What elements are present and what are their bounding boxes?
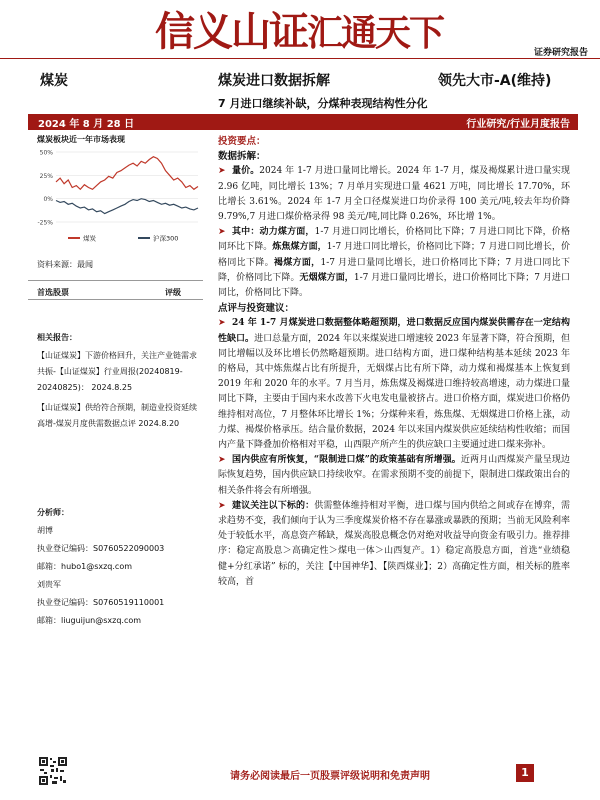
- y-tick-label: 25%: [39, 172, 53, 180]
- dept-label: 证券研究报告: [533, 48, 588, 58]
- page-number: 1: [516, 764, 534, 782]
- analyst-2-email[interactable]: 邮箱：liuguijun@sxzq.com: [37, 616, 142, 625]
- section-investment-points: 投资要点：: [218, 136, 266, 147]
- date-bar: [28, 114, 578, 130]
- banner-left: 信义山证: [155, 8, 307, 55]
- chart-title: 煤炭板块近一年市场表现: [37, 135, 125, 144]
- report-subtitle: 7 月进口继续补缺，分煤种表现结构性分化: [218, 97, 428, 110]
- stock-bottom-divider: [28, 299, 203, 300]
- disclaimer-notice: 请务必阅读最后一页股票评级说明和免责声明: [230, 771, 430, 782]
- related-report-1[interactable]: 【山证煤炭】下游价格回升，关注产业链需求共振-【山证煤炭】行业周报(20240819-20240825)： 2024.8.25: [37, 351, 197, 392]
- stock-header: 首选股票: [37, 288, 69, 297]
- analyst-2-name: 刘贵军: [37, 580, 61, 589]
- banner-right: 汇通天下: [307, 12, 444, 54]
- qr-code-icon: [38, 756, 68, 786]
- series-line-1: [56, 199, 198, 214]
- stock-rating-header: 评级: [165, 288, 181, 297]
- industry-label: 煤炭: [40, 73, 68, 89]
- paragraph-supply-recovery: ➤ 国内供应有所恢复，“限制进口煤”的政策基础有所增强。近两月山西煤炭产量呈现边际恢复趋势，国内供应缺口持续收窄。在需求预期不变的前提下，限制进口煤政策出台的相关条件将会有所增强。: [218, 453, 570, 499]
- related-report-2[interactable]: 【山证煤炭】供给符合预期，制造业投资延续高增-煤炭月度供需数据点评 2024.8.20: [37, 403, 197, 428]
- main-body: [218, 134, 570, 590]
- section-data: 数据拆解：: [218, 151, 266, 163]
- section-comment: 点评与投资建议：: [218, 303, 295, 315]
- rating-label: 领先大市-A(维持): [438, 73, 552, 89]
- report-date: 2024 年 8 月 28 日: [38, 119, 135, 130]
- related-title: 相关报告：: [37, 333, 77, 342]
- header-divider: [0, 58, 600, 59]
- legend-label: 沪深300: [153, 234, 179, 243]
- y-tick-label: 50%: [39, 149, 53, 157]
- analyst-1-name: 胡博: [37, 526, 53, 535]
- paragraph-volume-price: ➤ 量价。2024 年 1-7 月进口量同比增长。2024 年 1-7 月，煤及褐煤累计进口量实现 2.96 亿吨，同比增长 13%；7 月单月实现进口量 4621 万吨，同比增长 17.70%，环比增长 3.61%。2024 年 1-7 月全口径煤炭进口均价录得 100 美元/吨,较去年均价降 9.79%,7 月进口煤价格录得 98 美元/吨,同比降 0.26%，环比增 1%。: [218, 164, 570, 225]
- analyst-2-cert: 执业登记编码：S0760519110001: [37, 598, 165, 607]
- stock-top-divider: [28, 280, 203, 281]
- banner-slogan: [155, 0, 443, 57]
- related-reports: [37, 330, 202, 432]
- analysts: [37, 505, 202, 629]
- series-line-0: [56, 157, 198, 190]
- paragraph-recommendation: ➤ 建议关注以下标的：供需整体维持相对平衡，进口煤与国内供给之间或存在博弈，需求趋势不变，我们倾向于认为三季度煤炭价格不存在暴涨或暴跌的预期；当前无风险利率处于较低水平，高息资产稀缺，煤炭高股息概念仍对绝对收益导向资金有吸引力。推荐排序：稳定高股息＞高确定性＞煤电一体＞山西复产。1）稳定高股息方面，首选“业绩稳健+分红承诺” 标的，关注【中国神华】、【陕西煤业】；2）高确定性方面，相关标的胜率较高，首: [218, 499, 570, 590]
- report-title: 煤炭进口数据拆解: [218, 73, 330, 89]
- chart-source: 资料来源：最闻: [37, 260, 93, 269]
- paragraph-coal-types: ➤ 其中：动力煤方面，1-7 月进口同比增长，价格同比下降；7 月进口同比下降，价格同环比下降。炼焦煤方面，1-7 月进口同比增长，价格同比下降；7 月进口同比增长，价格同比下降。褐煤方面，1-7 月进口量同比增长，进口价格同比下降；7 月进口同比下降，价格同比下降。无烟煤方面，1-7 月进口量同比增长，进口价格同比下降；7 月进口同比，价格同比下降。: [218, 225, 570, 301]
- analyst-1-cert: 执业登记编码：S0760522090003: [37, 544, 165, 553]
- analyst-1-email[interactable]: 邮箱：hubo1@sxzq.com: [37, 562, 133, 571]
- paragraph-import-analysis: ➤ 24 年 1-7 月煤炭进口数据整体略超预期，进口数据反应国内煤炭供需存在一定结构性缺口。进口总量方面，2024 年以来煤炭进口增速较 2023 年显著下降，符合预期，但同比增幅以及环比增长仍然略超预期。进口结构方面，进口煤种结构基本延续 2023 年的格局，其中炼焦煤占比有所提升，无烟煤占比有所下降，动力煤和褐煤基本上恢复到 2019 年和 2020 年的水平。7 月当月，炼焦煤及褐煤进口维持较高增速，动力煤进口量同比下降，主要由于国内来水改善下火电发电量被挤占。进口价格方面，煤炭进口价格仍维持相对高位，7 月整体环比增长 1%；分煤种来看，炼焦煤、无烟煤进口价格上涨，动力煤、褐煤价格承压。结合量价数据，2024 年以来国内煤炭供应延续结构性收缩；而国内产量下降叠加价格相对平稳，山西限产所产生的供应缺口主要通过进口煤来弥补。: [218, 316, 570, 453]
- analyst-title: 分析师：: [37, 508, 69, 517]
- report-type: 行业研究/行业月度报告: [466, 119, 570, 130]
- y-tick-label: -25%: [37, 219, 53, 227]
- market-performance-chart: [28, 146, 203, 248]
- legend-label: 煤炭: [83, 234, 96, 243]
- y-tick-label: 0%: [43, 196, 53, 204]
